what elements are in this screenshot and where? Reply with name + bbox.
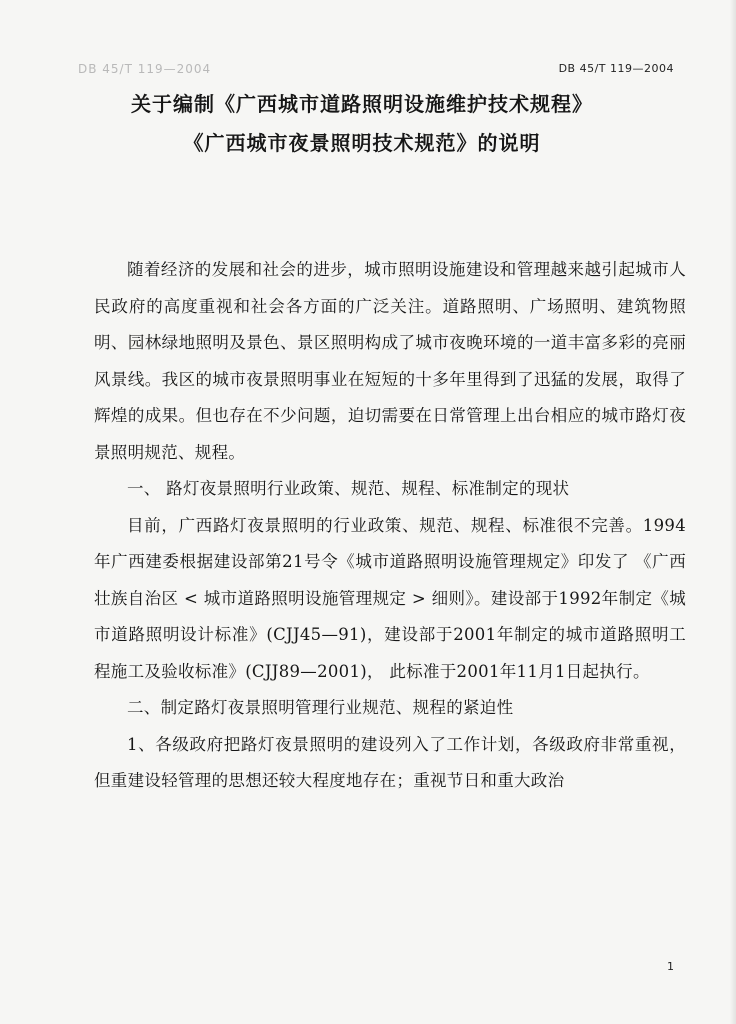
standard-number: DB 45/T 119—2004: [558, 62, 674, 75]
page-number: 1: [667, 960, 674, 973]
bleed-through-header: DB 45/T 119—2004: [78, 62, 212, 76]
section-1-paragraph: 目前，广西路灯夜景照明的行业政策、规范、规程、标准很不完善。1994年广西建委根据建设部第21号令《城市道路照明设施管理规定》印发了 《广西壮族自治区 < 城市道路照明设施管理规定 > 细则》。建设部于1992年制定《城市道路照明设计标准》(CJJ45—91)，建设部于2001年制定的城市道路照明工程施工及验收标准》(CJJ89—2001)， 此标准于2001年11月1日起执行。: [94, 515, 686, 681]
document-title-line-2: 《广西城市夜景照明技术规范》的说明: [183, 131, 541, 155]
section-2-heading: 二、制定路灯夜景照明管理行业规范、规程的紧迫性: [127, 698, 514, 717]
section-2-item-1: 1、各级政府把路灯夜景照明的建设列入了工作计划，各级政府非常重视，但重建设轻管理的思想还较大程度地存在；重视节日和重大政治: [94, 734, 686, 790]
document-title-line-1: 关于编制《广西城市道路照明设施维护技术规程》: [131, 92, 593, 116]
scan-edge-shadow: [730, 0, 736, 1024]
section-1-heading: 一、 路灯夜景照明行业政策、规范、规程、标准制定的现状: [127, 479, 570, 498]
intro-paragraph: 随着经济的发展和社会的进步，城市照明设施建设和管理越来越引起城市人民政府的高度重视和社会各方面的广泛关注。道路照明、广场照明、建筑物照明、园林绿地照明及景色、景区照明构成了城市夜晚环境的一道丰富多彩的亮丽风景线。我区的城市夜景照明事业在短短的十多年里得到了迅猛的发展，取得了辉煌的成果。但也存在不少问题，迫切需要在日常管理上出台相应的城市路灯夜景照明规范、规程。: [94, 260, 686, 462]
document-body: [94, 252, 686, 800]
